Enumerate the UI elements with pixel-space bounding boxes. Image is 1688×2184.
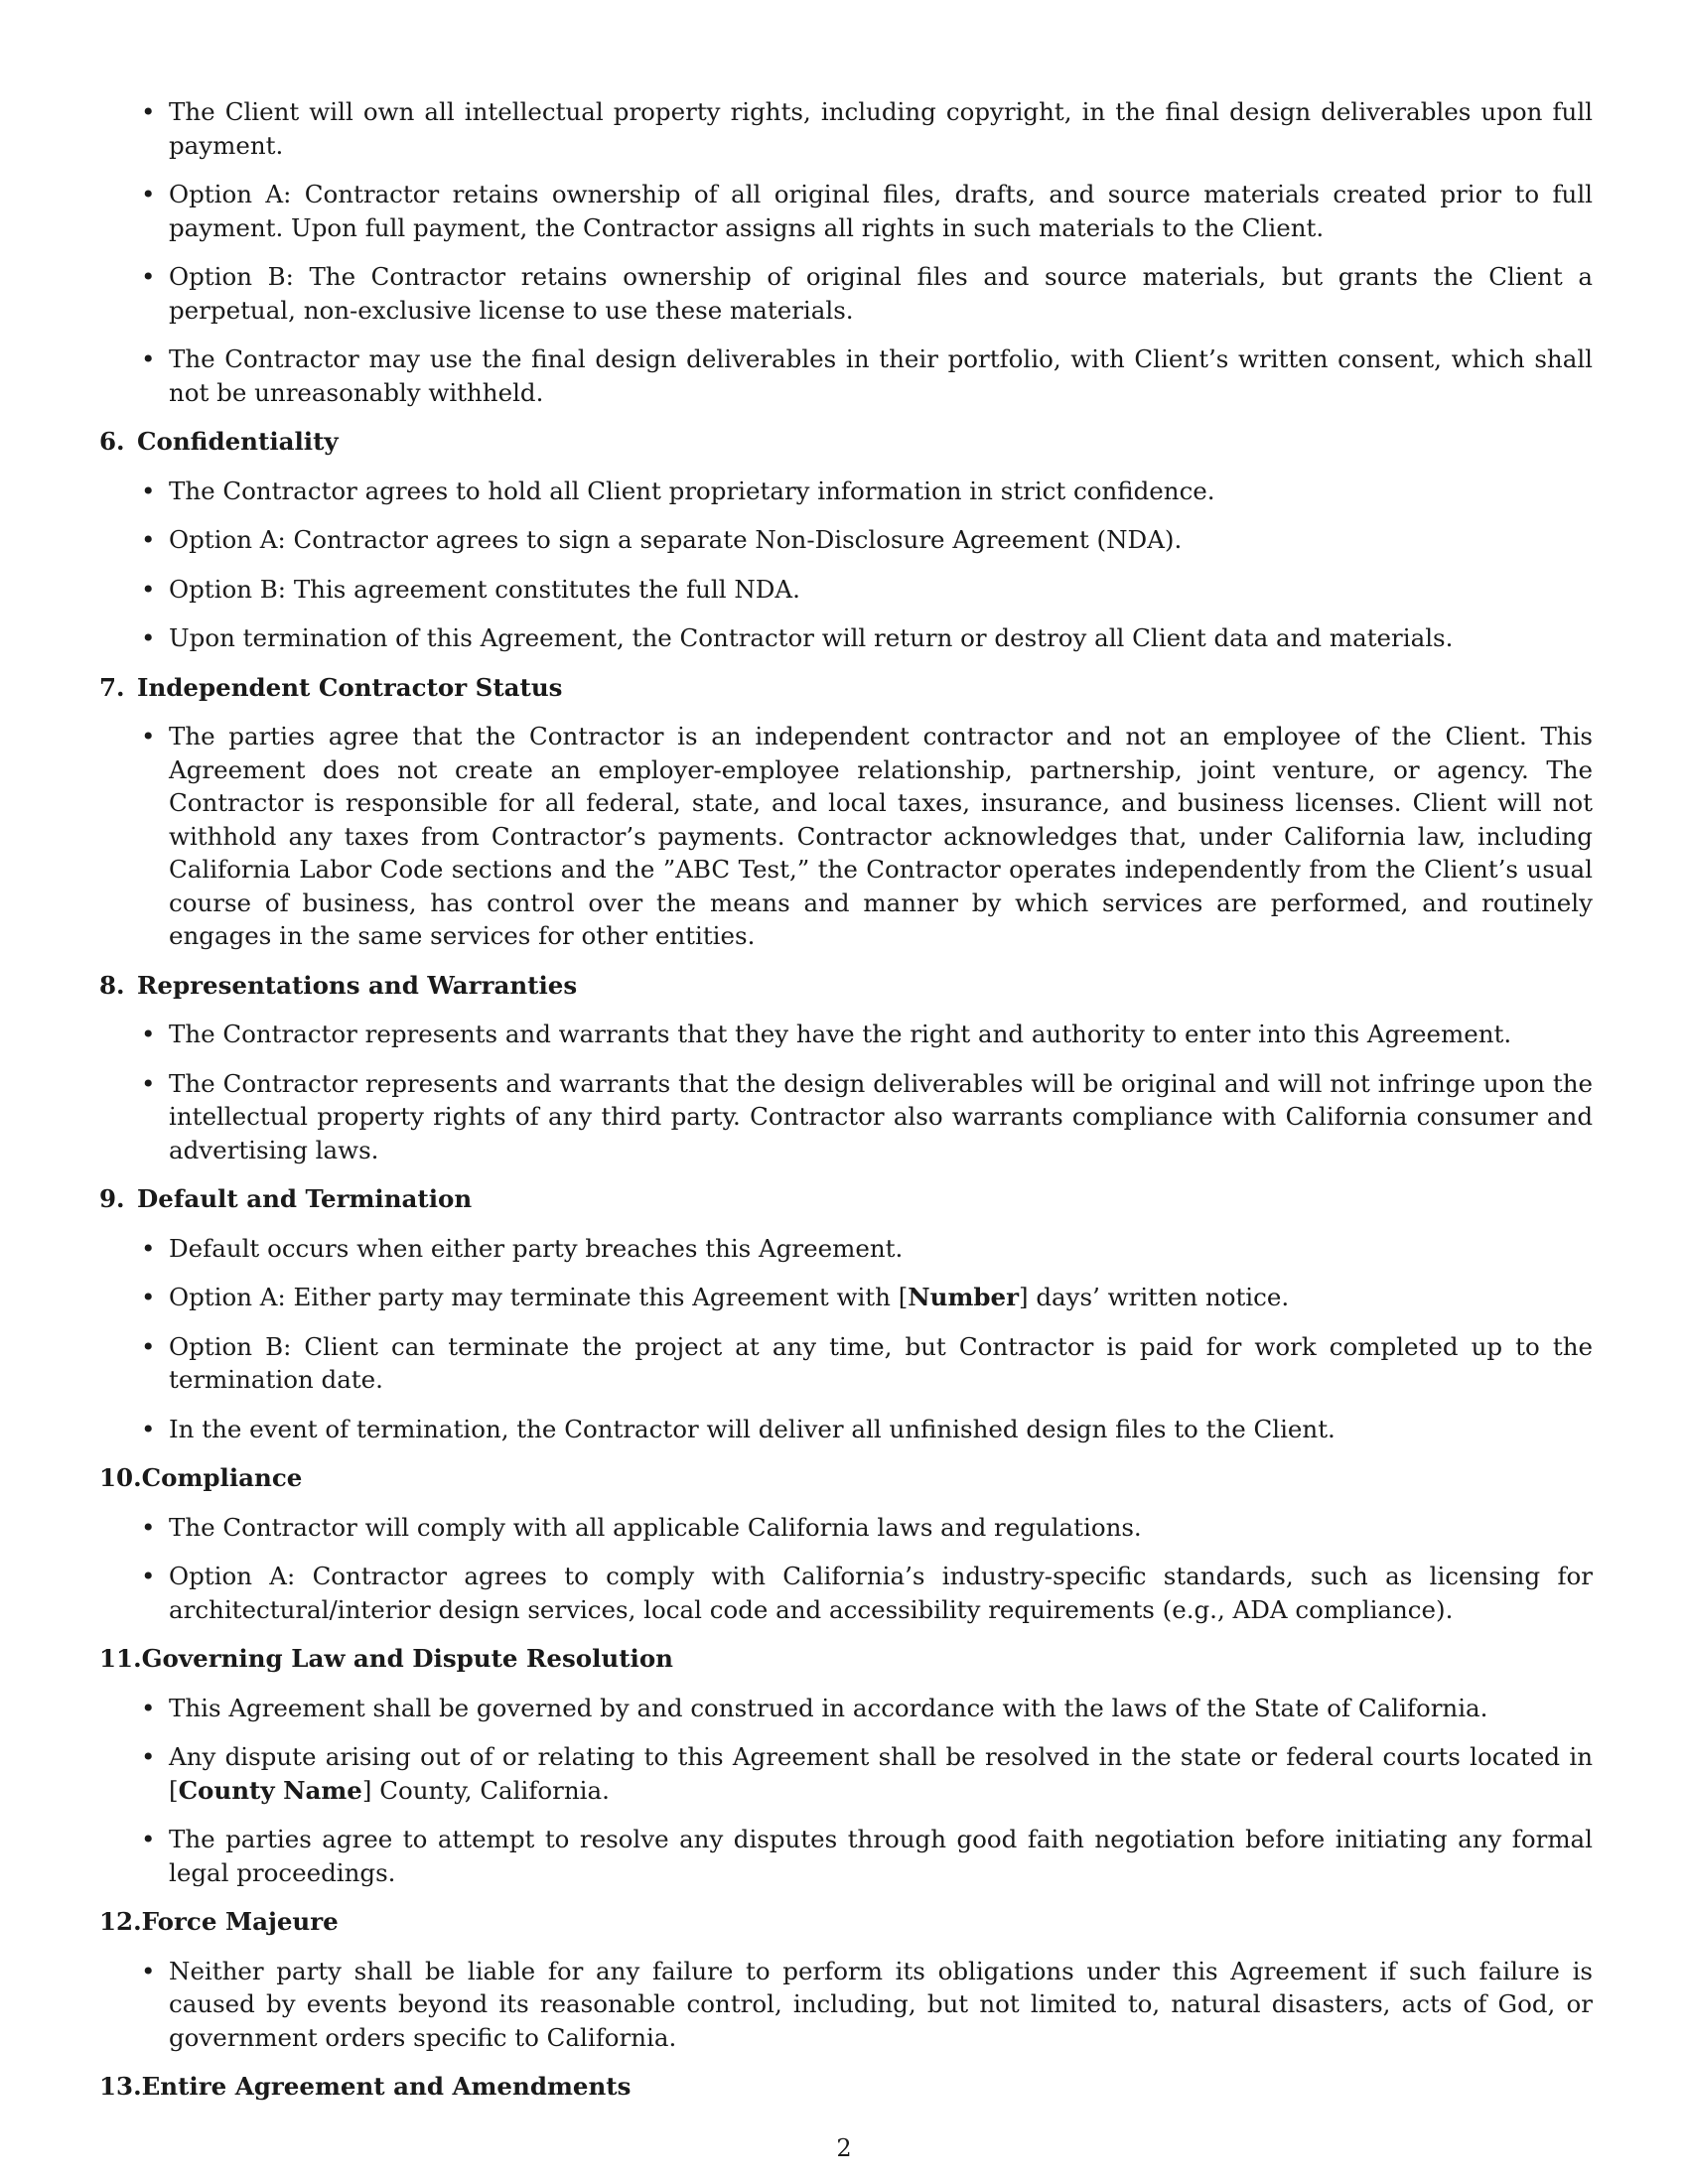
- placeholder-field: County Name: [178, 1775, 362, 1805]
- section-number: 8.: [99, 970, 125, 1000]
- bullet-item: • The Contractor will comply with all applicable California laws and regulations.: [99, 1511, 1593, 1545]
- bullet-item: • The Client will own all intellectual property rights, including copyright, in the final design deliverables upon full payment.: [99, 95, 1593, 162]
- bullet-item: • The Contractor agrees to hold all Client proprietary information in strict confidence.: [99, 475, 1593, 508]
- section-title: Compliance: [141, 1463, 303, 1492]
- bullet-item: • Option B: Client can terminate the project at any time, but Contractor is paid for work completed up to the termination date.: [99, 1330, 1593, 1397]
- section-title: Representations and Warranties: [137, 970, 578, 1000]
- bullet-item: • Default occurs when either party breaches this Agreement.: [99, 1232, 1593, 1266]
- bullet-item: [99, 1740, 1593, 1807]
- section-title: Entire Agreement and Amendments: [141, 2072, 632, 2101]
- section-list: [99, 1955, 1593, 2055]
- page-number: 2: [836, 2134, 852, 2162]
- section-number: 12.: [99, 1907, 142, 1936]
- section-heading: [99, 671, 1593, 705]
- section-number: 9.: [99, 1184, 125, 1213]
- section-list: [99, 1511, 1593, 1627]
- section-title: Force Majeure: [141, 1907, 339, 1936]
- section-number: 6.: [99, 427, 125, 456]
- item-text: ] County, California.: [361, 1775, 610, 1805]
- section-number: 10.: [99, 1463, 142, 1492]
- section-title: Default and Termination: [137, 1184, 473, 1213]
- section-title: Confidentiality: [137, 427, 339, 456]
- bullet-item: • In the event of termination, the Contractor will deliver all unfinished design files to the Client.: [99, 1413, 1593, 1446]
- bullet-item: • Option A: Contractor retains ownership of all original files, drafts, and source materials created prior to full payment. Upon full payment, the Contractor assigns all rights in such materials to the Client.: [99, 178, 1593, 244]
- section-heading: [99, 1182, 1593, 1216]
- bullet-item: • Option B: The Contractor retains ownership of original files and source materials, but grants the Client a perpetual, non-exclusive license to use these materials.: [99, 260, 1593, 327]
- document-page: [99, 95, 1593, 2119]
- bullet-item: • Option A: Contractor agrees to sign a separate Non-Disclosure Agreement (NDA).: [99, 523, 1593, 557]
- section-list: [99, 1018, 1593, 1166]
- section-number: 11.: [99, 1644, 142, 1673]
- section-heading: [99, 1461, 1593, 1495]
- item-text: Any dispute arising out of or relating to this Agreement shall be resolved in the state or federal courts located in [: [169, 1742, 1593, 1805]
- section-heading: [99, 2070, 1593, 2104]
- section-list: [99, 720, 1593, 953]
- item-text: ] days’ written notice.: [1019, 1283, 1290, 1311]
- bullet-item: • Upon termination of this Agreement, the Contractor will return or destroy all Client data and materials.: [99, 621, 1593, 655]
- section-number: 13.: [99, 2072, 142, 2101]
- section-heading: [99, 425, 1593, 459]
- bullet-item: • Neither party shall be liable for any failure to perform its obligations under this Agreement if such failure is caused by events beyond its reasonable control, including, but not limited to, natural disasters, acts of God, or government orders specific to California.: [99, 1955, 1593, 2055]
- section-list: [99, 1232, 1593, 1446]
- bullet-item: • The Contractor represents and warrants that they have the right and authority to enter into this Agreement.: [99, 1018, 1593, 1051]
- bullet-item: • The Contractor represents and warrants that the design deliverables will be original and will not infringe upon the intellectual property rights of any third party. Contractor also warrants compliance with California consumer and advertising laws.: [99, 1067, 1593, 1167]
- section-list: [99, 475, 1593, 655]
- ip-continued-list: [99, 95, 1593, 409]
- section-title: Governing Law and Dispute Resolution: [141, 1644, 673, 1673]
- section-heading: [99, 969, 1593, 1003]
- bullet-item: • The parties agree to attempt to resolve any disputes through good faith negotiation before initiating any formal legal proceedings.: [99, 1823, 1593, 1889]
- bullet-item: • The Contractor may use the final design deliverables in their portfolio, with Client’s written consent, which shall not be unreasonably withheld.: [99, 342, 1593, 409]
- sections-container: [99, 425, 1593, 2104]
- item-text: Option A: Either party may terminate this Agreement with [: [169, 1283, 909, 1311]
- bullet-item: • Option B: This agreement constitutes the full NDA.: [99, 573, 1593, 607]
- placeholder-field: Number: [908, 1283, 1020, 1311]
- section-heading: [99, 1642, 1593, 1676]
- section-heading: [99, 1905, 1593, 1939]
- bullet-item: • Option A: Contractor agrees to comply with California’s industry-specific standards, such as licensing for architectural/interior design services, local code and accessibility requirements (e.g., ADA compliance).: [99, 1560, 1593, 1626]
- bullet-item: • The parties agree that the Contractor is an independent contractor and not an employee of the Client. This Agreement does not create an employer-employee relationship, partnership, joint venture, or agency. The Contractor is responsible for all federal, state, and local taxes, insurance, and business licenses. Client will not withhold any taxes from Contractor’s payments. Contractor acknowledges that, under California law, including California Labor Code sections and the ”ABC Test,” the Contractor operates independently from the Client’s usual course of business, has control over the means and manner by which services are performed, and routinely engages in the same services for other entities.: [99, 720, 1593, 953]
- bullet-item: • This Agreement shall be governed by and construed in accordance with the laws of the State of California.: [99, 1692, 1593, 1725]
- section-title: Independent Contractor Status: [137, 672, 563, 702]
- section-number: 7.: [99, 672, 125, 702]
- bullet-item: [99, 1281, 1593, 1314]
- section-list: [99, 1692, 1593, 1890]
